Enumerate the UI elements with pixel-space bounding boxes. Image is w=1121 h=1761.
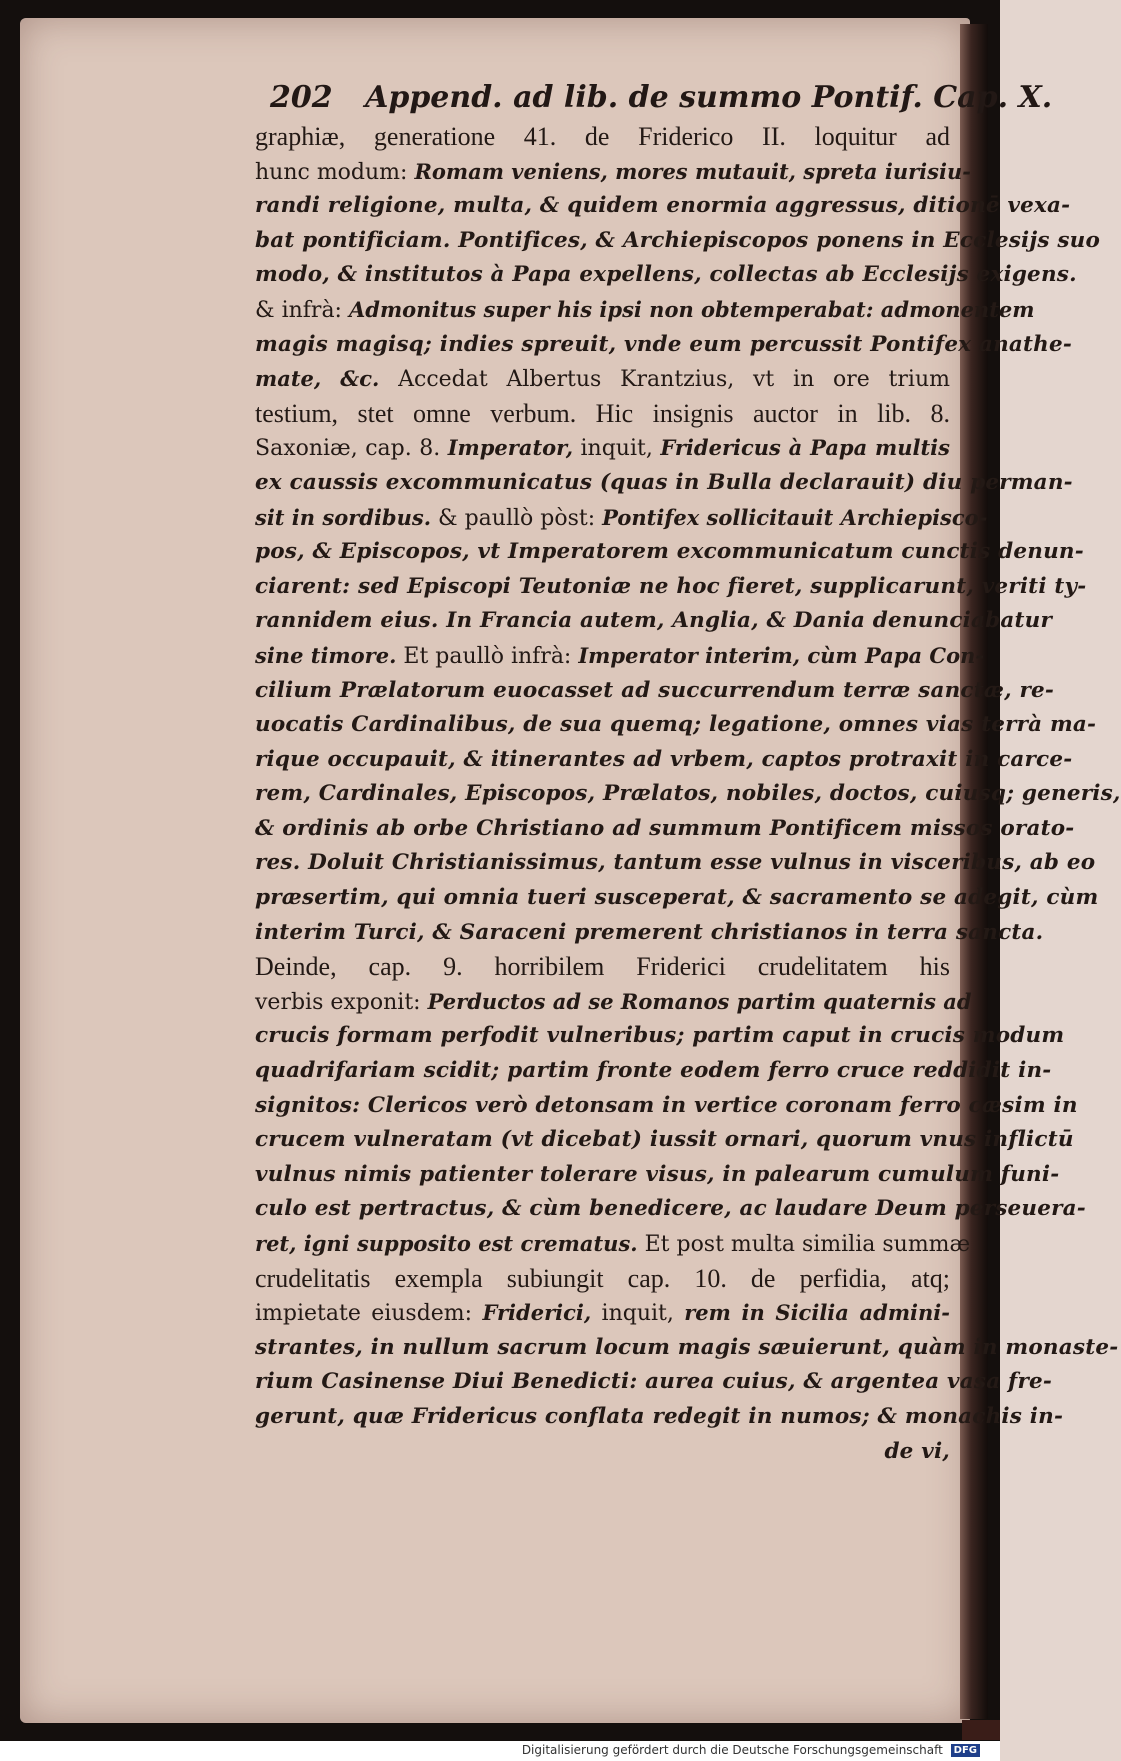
text-line	[255, 950, 950, 985]
text-line	[255, 881, 1099, 916]
text-line	[255, 293, 1035, 328]
roman-segment: cilium Prælatorum euocasset ad succurrendum terræ sanctæ, re-	[255, 677, 1054, 703]
page-number: 202	[270, 80, 333, 115]
text-line	[255, 1262, 950, 1297]
italic-segment: Admonitus super his ipsi non obtemperabat: admonentem	[348, 296, 1035, 322]
roman-segment: magis magisq; indies spreuit, vnde eum percussit Pontifex anathe-	[255, 331, 1072, 357]
text-line	[255, 1227, 971, 1262]
roman-segment: hunc modum:	[255, 159, 415, 185]
text-line	[255, 362, 950, 397]
text-line	[255, 397, 950, 432]
roman-segment: inquit,	[591, 1301, 685, 1327]
italic-segment: mate, &c.	[255, 366, 380, 392]
italic-segment: Imperator,	[447, 435, 574, 461]
text-line	[255, 155, 971, 190]
text-line	[255, 639, 985, 674]
text-line	[255, 777, 1121, 812]
roman-segment: verbis exponit:	[255, 989, 428, 1015]
roman-segment: ex caussis excommunicatus (quas in Bulla declarauit) diu perman-	[255, 469, 1073, 495]
credit-text: Digitalisierung gefördert durch die Deutsche Forschungsgemeinschaft	[521, 1743, 943, 1757]
roman-segment: modo, & institutos à Papa expellens, collectas ab Ecclesijs exigens.	[255, 262, 1077, 288]
text-line	[255, 570, 1087, 605]
text-line	[255, 1019, 1065, 1054]
dfg-logo: DFG	[951, 1744, 980, 1757]
roman-segment: Deinde, cap. 9. horribilem Friderici crudelitatem his	[255, 952, 950, 982]
italic-segment: Fridericus à Papa multis	[660, 435, 950, 461]
text-line	[255, 120, 950, 155]
text-line	[255, 224, 1101, 259]
text-line	[255, 812, 1075, 847]
text-line	[255, 1400, 1064, 1435]
text-line	[255, 1296, 950, 1331]
roman-segment: Et paullò infrà:	[396, 643, 579, 669]
roman-segment: crudelitatis exempla subiungit cap. 10. de perfidia, atq;	[255, 1263, 950, 1293]
roman-segment: res. Doluit Christianissimus, tantum esse vulnus in visceribus, ab eo	[255, 850, 1096, 876]
roman-segment: Accedat Albertus Krantzius, vt in ore trium	[379, 367, 950, 393]
roman-segment: gerunt, quæ Fridericus conflata redegit in numos; & monachis in-	[255, 1403, 1064, 1429]
roman-segment: culo est pertractus, & cùm benedicere, ac laudare Deum perseuera-	[255, 1196, 1086, 1222]
text-line	[255, 1331, 1119, 1366]
text-line	[255, 985, 972, 1020]
italic-segment: sine timore.	[255, 642, 397, 668]
text-line	[255, 1192, 1086, 1227]
italic-segment: Perductos ad se Romanos partim quaternis ad	[427, 988, 972, 1014]
body-text	[255, 120, 1121, 1469]
text-line	[255, 708, 1097, 743]
roman-segment: rium Casinense Diui Benedicti: aurea cuius, & argentea vasa fre-	[255, 1369, 1052, 1395]
roman-segment: randi religione, multa, & quidem enormia aggressus, ditionē vexa-	[255, 193, 1071, 219]
text-line	[255, 846, 1096, 881]
roman-segment: rannidem eius. In Francia autem, Anglia, & Dania denunciabatur	[255, 608, 1053, 634]
roman-segment: testium, stet omne verbum. Hic insignis auctor in lib. 8.	[255, 398, 950, 428]
text-line	[255, 1089, 1078, 1124]
roman-segment: & ordinis ab orbe Christiano ad summum Pontificem missos orato-	[255, 815, 1075, 841]
roman-segment: ciarent: sed Episcopi Teutoniæ ne hoc fieret, supplicarunt, veriti ty-	[255, 573, 1087, 599]
text-line	[255, 1158, 1060, 1193]
roman-segment: rique occupauit, & itinerantes ad vrbem, captos protraxit in carce-	[255, 746, 1073, 772]
roman-segment: strantes, in nullum sacrum locum magis sæuierunt, quàm in monaste-	[255, 1334, 1119, 1360]
text-line	[255, 535, 1084, 570]
roman-segment: interim Turci, & Saraceni premerent christianos in terra sancta.	[255, 919, 1044, 945]
roman-segment: Et post multa similia summæ	[637, 1232, 971, 1257]
binding-strip	[962, 1720, 1000, 1740]
digitization-credit	[522, 1743, 980, 1757]
italic-segment: Friderici,	[482, 1300, 592, 1326]
text-line	[255, 258, 1077, 293]
text-line	[255, 431, 950, 466]
roman-segment: inquit,	[573, 436, 661, 462]
roman-segment: præsertim, qui omnia tueri susceperat, & sacramento se adegit, cùm	[255, 885, 1099, 911]
roman-segment: signitos: Clericos verò detonsam in vertice coronam ferro cæsim in	[255, 1092, 1078, 1118]
text-line	[255, 1435, 950, 1470]
roman-segment: de vi,	[884, 1438, 950, 1464]
italic-segment: Imperator interim, cùm Papa Con-	[578, 642, 985, 668]
roman-segment: bat pontificiam. Pontifices, & Archiepiscopos ponens in Ecclesijs suo	[255, 227, 1101, 253]
roman-segment: vulnus nimis patienter tolerare visus, in palearum cumulum funi-	[255, 1161, 1060, 1187]
running-title: Append. ad lib. de summo Pontif. Cap. X.	[365, 80, 1053, 115]
text-line	[255, 501, 988, 536]
text-line	[255, 674, 1054, 709]
roman-segment: uocatis Cardinalibus, de sua quemq; legatione, omnes vias terrà ma-	[255, 712, 1097, 738]
text-line	[255, 1365, 1052, 1400]
text-line	[255, 466, 1073, 501]
italic-segment: ret, igni supposito est crematus.	[255, 1231, 638, 1256]
roman-segment: crucis formam perfodit vulneribus; partim caput in crucis modum	[255, 1023, 1065, 1049]
roman-segment: crucem vulneratam (vt dicebat) iussit ornari, quorum vnus inflictū	[255, 1127, 1074, 1153]
roman-segment: & infrà:	[255, 297, 349, 323]
italic-segment: rem in Sicilia admini-	[684, 1300, 950, 1326]
roman-segment: graphiæ, generatione 41. de Friderico II. loquitur ad	[255, 122, 950, 151]
italic-segment: Pontifex sollicitauit Archiepisco-	[602, 504, 988, 530]
roman-segment: rem, Cardinales, Episcopos, Prælatos, nobiles, doctos, cuiusq; generis,	[255, 781, 1121, 807]
text-line	[255, 1054, 1052, 1089]
text-line	[255, 604, 1053, 639]
text-line	[255, 1123, 1074, 1158]
roman-segment: pos, & Episcopos, vt Imperatorem excommunicatum cunctis denun-	[255, 539, 1084, 565]
roman-segment: & paullò pòst:	[431, 505, 603, 531]
text-line	[255, 743, 1073, 778]
roman-segment: impietate eiusdem:	[255, 1301, 483, 1327]
roman-segment: Saxoniæ, cap. 8.	[255, 436, 448, 462]
italic-segment: sit in sordibus.	[255, 504, 432, 530]
text-line	[255, 328, 1072, 363]
text-line	[255, 189, 1071, 224]
text-line	[255, 916, 1044, 951]
roman-segment: quadrifariam scidit; partim fronte eodem ferro cruce reddidit in-	[255, 1058, 1052, 1084]
italic-segment: Romam veniens, mores mutauit, spreta iurisiu-	[414, 158, 971, 184]
